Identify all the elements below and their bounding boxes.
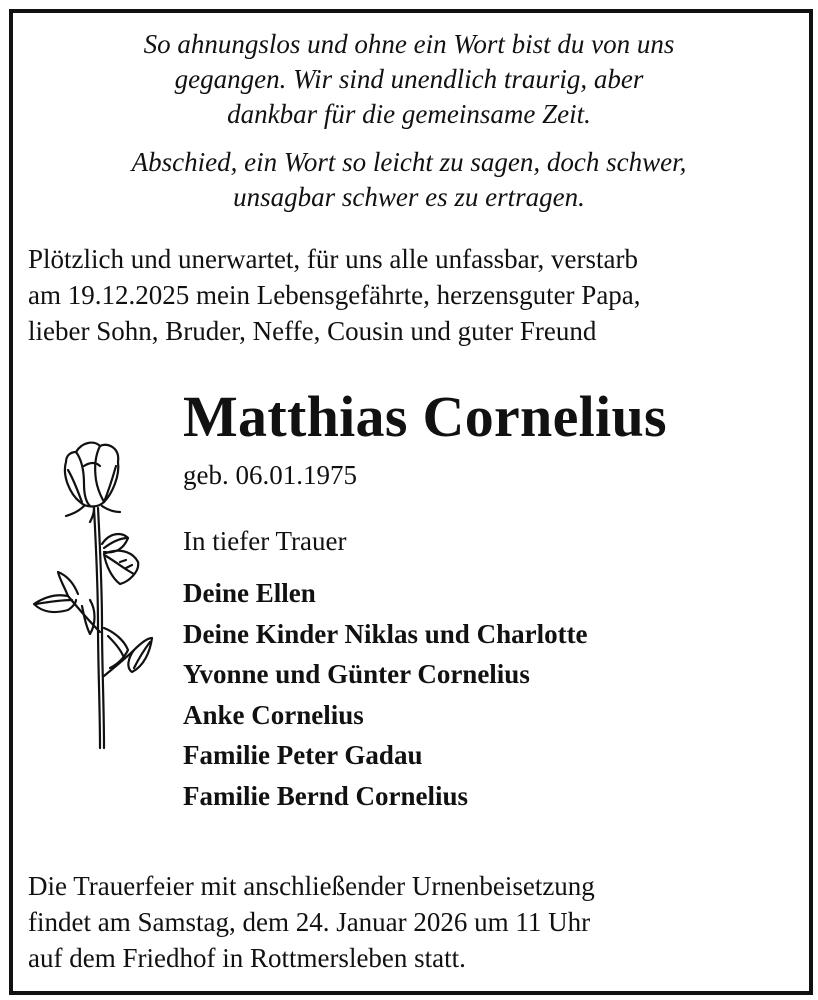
announcement-line: am 19.12.2025 mein Lebensgefährte, herzensguter Papa, [28,280,641,310]
mourner: Familie Peter Gadau [183,740,423,770]
funeral-line: Die Trauerfeier mit anschließender Urnenbeisetzung [28,871,595,901]
rose-icon [24,436,160,754]
announcement-line: Plötzlich und unerwartet, für uns alle unfassbar, verstarb [28,244,638,274]
mourner: Deine Ellen [183,578,316,608]
announcement-line: lieber Sohn, Bruder, Neffe, Cousin und guter Freund [28,316,597,346]
funeral-details [28,868,798,976]
mourner: Yvonne und Günter Cornelius [183,659,530,689]
mourner: Familie Bernd Cornelius [183,780,468,811]
poem-line: So ahnungslos und ohne ein Wort bist du von uns [143,29,675,59]
death-announcement [28,241,798,349]
birth-date: geb. 06.01.1975 [183,460,357,490]
mourning-line: In tiefer Trauer [183,526,347,556]
poem-line: gegangen. Wir sind unendlich traurig, aber [174,64,644,94]
funeral-line: findet am Samstag, dem 24. Januar 2026 um 11 Uhr [28,907,591,937]
poem-line: Abschied, ein Wort so leicht zu sagen, doch schwer, [131,147,687,177]
mourners-list [183,573,588,816]
mourner: Deine Kinder Niklas und Charlotte [183,618,588,649]
deceased-name: Matthias Cornelius [183,384,667,449]
poem-line: unsagbar schwer es zu ertragen. [233,182,585,212]
mourner: Anke Cornelius [183,699,364,730]
poem-stanza-2 [30,145,788,215]
funeral-line: auf dem Friedhof in Rottmersleben statt. [28,943,466,973]
poem-line: dankbar für die gemeinsame Zeit. [227,99,591,129]
poem-stanza-1 [30,27,788,132]
